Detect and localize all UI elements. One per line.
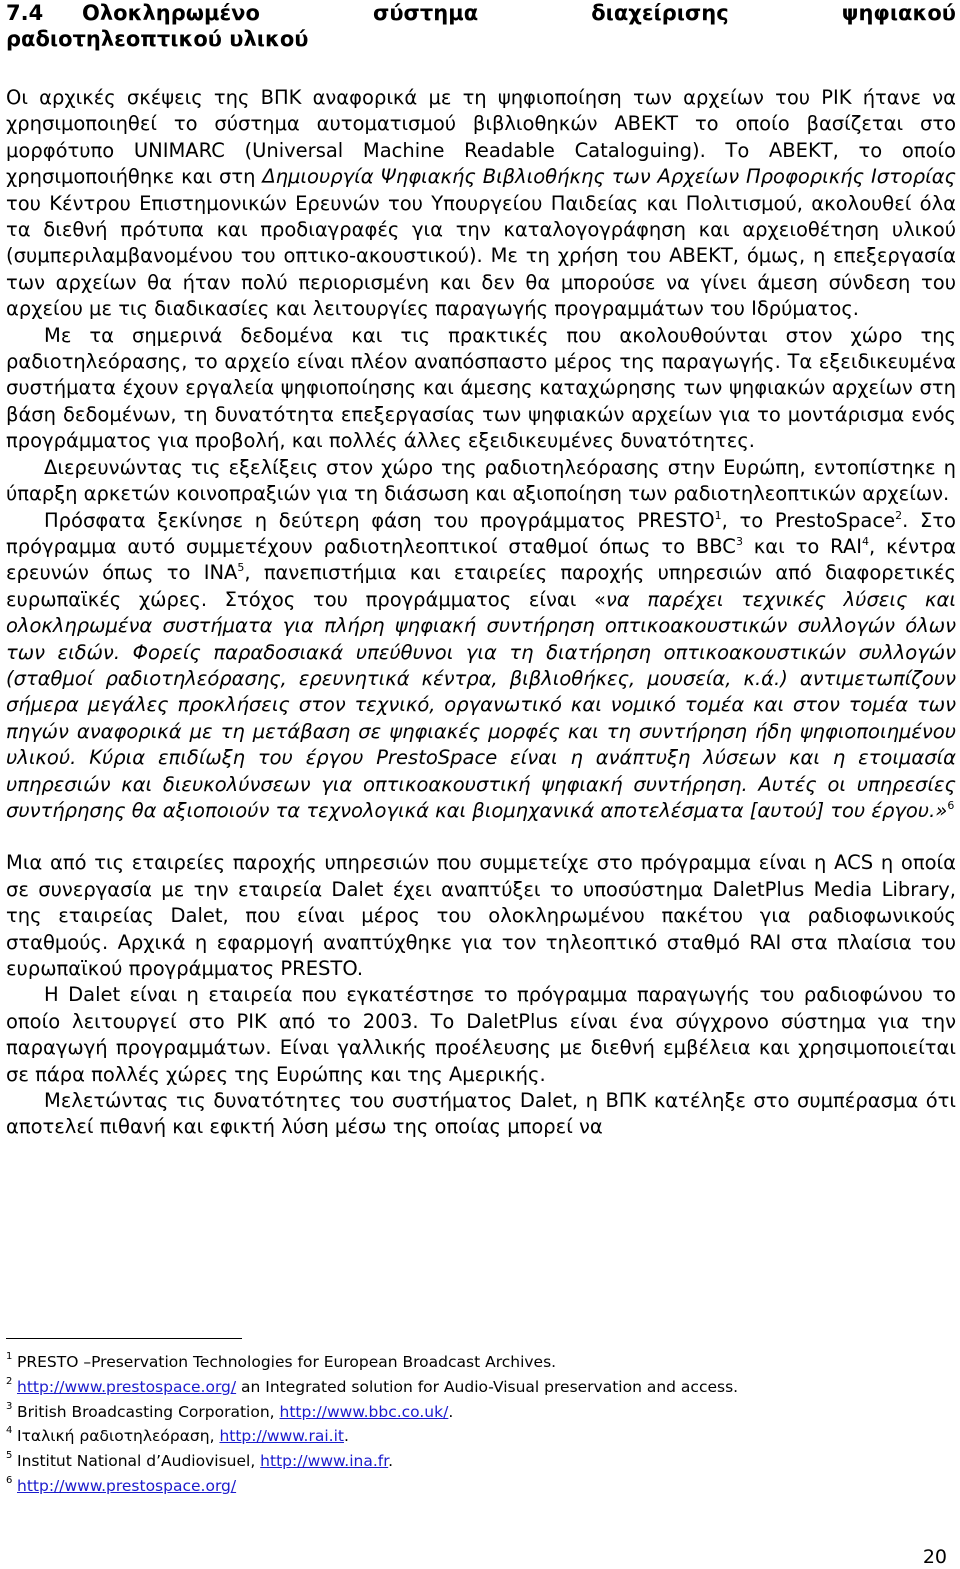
footnote-link[interactable]: http://www.prestospace.org/ (17, 1377, 237, 1396)
paragraph-6: Η Dalet είναι η εταιρεία που εγκατέστησε το πρόγραμμα παραγωγής του ραδιοφώνου το οποίο λειτουργεί στο ΡΙΚ από το 2003. Το DaletPlus είναι ένα σύγχρονο σύστημα για την παραγωγή προγραμμάτων. Είναι γαλλικής προέλευσης με διεθνή εμβέλεια και χρησιμοποιείται σε πάρα πολλές χώρες της Ευρώπης και της Αμερικής. (6, 983, 956, 1086)
footnote-pre: Ιταλική ραδιοτηλεόραση, (17, 1427, 220, 1446)
paragraph-gap (6, 824, 956, 850)
body-text (6, 85, 956, 1141)
footnote-number: 5 (6, 1450, 13, 1462)
footnote-ref-3[interactable]: 3 (735, 534, 743, 548)
footnote-text (17, 1474, 236, 1499)
heading-word-2: σύστημα (373, 1, 479, 25)
footnote-ref-1[interactable]: 1 (714, 508, 722, 522)
footnote-text (17, 1375, 738, 1400)
footnote-number: 6 (6, 1474, 13, 1486)
footnote-ref-2[interactable]: 2 (895, 508, 903, 522)
p4-text-c: . Στο πρόγραμμα αυτό συμμετέχουν ραδιοτηλεοπτικοί σταθμοί όπως το BBC (6, 508, 956, 558)
footnote-3 (6, 1400, 956, 1425)
paragraph-7: Μελετώντας τις δυνατότητες του συστήματος Dalet, η ΒΠΚ κατέληξε στο συμπέρασμα ότι αποτελεί πιθανή και εφικτή λύση μέσω της οποίας μπορεί να (6, 1089, 956, 1139)
paragraph-1 (6, 85, 956, 323)
footnote-separator (6, 1338, 242, 1339)
footnote-pre: PRESTO –Preservation Technologies for European Broadcast Archives. (17, 1353, 557, 1371)
footnote-1 (6, 1350, 956, 1375)
p4-text-b: , το PrestoSpace (721, 508, 896, 532)
paragraph-3: Διερευνώντας τις εξελίξεις στον χώρο της ραδιοτηλεόρασης στην Ευρώπη, εντοπίστηκε η ύπαρξη αρκετών κοινοπραξιών για τη διάσωση και αξιοποίηση των ραδιοτηλεοπτικών αρχείων. (6, 455, 956, 506)
footnote-pre: British Broadcasting Corporation, (17, 1402, 280, 1421)
paragraph-2: Με τα σημερινά δεδομένα και τις πρακτικές που ακολουθούνται στον χώρο της ραδιοτηλεόρασης, το αρχείο είναι πλέον αναπόσπαστο μέρος της παραγωγής. Τα εξειδικευμένα συστήματα έχουν εργαλεία ψηφιοποίησης και άμεσης καταχώρησης των ψηφιακών αρχείων στη βάση δεδομένων, τη δυνατότητα επεξεργασίας των ψηφιακών αρχείων για το μοντάρισμα ενός προγράμματος για προβολή, και πολλές άλλες εξειδικευμένες δυνατότητες. (6, 323, 956, 453)
p4-text-e: , κέντρα ερευνών όπως το INA (6, 534, 957, 585)
paragraph-5: Μια από τις εταιρείες παροχής υπηρεσιών που συμμετείχε στο πρόγραμμα είναι η ACS η οποία σε συνεργασία με την εταιρεία Dalet έχει αναπτύξει το υποσύστημα DaletPlus Media Library, της εταιρείας Dalet, που είναι μέρος του ολοκληρωμένου πακέτου για ραδιοφωνικούς σταθμούς. Αρχικά η εφαρμογή αναπτύχθηκε για τον τηλεοπτικό σταθμό RAI στα πλαίσια του ευρωπαϊκού προγράμματος PRESTO. (6, 851, 956, 980)
footnote-pre: Institut National d’Audiovisuel, (17, 1452, 261, 1471)
footnote-ref-6[interactable]: 6 (947, 798, 955, 812)
section-number: 7.4 (6, 1, 44, 25)
footnote-post: . (343, 1427, 349, 1446)
footnote-number: 4 (6, 1425, 13, 1437)
p4-text-f: , πανεπιστήμια και εταιρείες παροχής υπηρεσιών από διαφορετικές ευρωπαϊκές χώρες. Στόχος του προγράμματος είναι « (6, 561, 956, 611)
heading-line1 (6, 0, 260, 26)
footnote-ref-4[interactable]: 4 (862, 534, 870, 548)
footnote-2 (6, 1375, 956, 1400)
footnote-link[interactable]: http://www.rai.it (219, 1427, 344, 1446)
footnotes (6, 1350, 956, 1499)
section-heading (6, 0, 956, 52)
p1-text-a: Οι αρχικές σκέψεις της ΒΠΚ αναφορικά με τη ψηφιοποίηση των αρχείων του ΡΙΚ ήτανε να χρησιμοποιηθεί το σύστημα αυτοματισμού βιβλιοθηκών ΑΒΕΚΤ το οποίο βασίζεται στο μορφότυπο UNIMARC (Universal Machine Readable Cataloguing). Το ΑΒΕΚΤ, το οποίο χρησιμοποιήθηκε και στη (6, 86, 956, 189)
p4-quote-italic: να παρέχει τεχνικές λύσεις και ολοκληρωμένα συστήματα για πλήρη ψηφιακή συντήρηση οπτικοακουστικών συλλογών όλων των ειδών. Φορείς παραδοσιακά υπεύθυνοι για τη διατήρηση οπτικοακουστικών συλλογών (σταθμοί ραδιοτηλεόρασης, ερευνητικά κέντρα, βιβλιοθήκες, μουσεία, κ.ά.) αντιμετωπίζουν σήμερα μεγάλες προκλήσεις στον τεχνικό, οργανωτικό και νομικό τομέα και στον τομέα των πηγών αναφορικά με τη μετάβαση σε ψηφιακές μορφές και τη συντήρηση ήδη ψηφιοποιημένου υλικού. Κύρια επιδίωξη του έργου PrestoSpace είναι η ανάπτυξη λύσεων και η ετοιμασία υπηρεσιών και διευκολύνσεων για οπτικοακουστική ψηφιακή συντήρηση. Αυτές οι υπηρεσίες συντήρησης θα αξιοποιούν τα τεχνολογικά και βιομηχανικά αποτελέσματα [αυτού] του έργου.» (6, 587, 956, 822)
footnote-link[interactable]: http://www.bbc.co.uk/ (279, 1402, 449, 1421)
footnote-text (17, 1449, 393, 1474)
footnote-text (17, 1424, 349, 1449)
heading-word-3: διαχείρισης (591, 1, 729, 25)
heading-word-4: ψηφιακού (841, 1, 956, 25)
footnote-4 (6, 1424, 956, 1449)
p4-text-d: και το RAI (742, 534, 863, 558)
footnote-post: an Integrated solution for Audio-Visual preservation and access. (236, 1377, 739, 1396)
p1-italic: Δημιουργία Ψηφιακής Βιβλιοθήκης των Αρχείων Προφορικής Ιστορίας (262, 165, 956, 189)
footnote-link[interactable]: http://www.prestospace.org/ (17, 1476, 237, 1495)
footnote-5 (6, 1449, 956, 1474)
footnote-post: . (448, 1402, 454, 1421)
footnote-number: 2 (6, 1375, 13, 1387)
heading-word-1: Ολοκληρωμένο (82, 1, 260, 25)
p1-text-b: του Κέντρου Επιστημονικών Ερευνών του Υπουργείου Παιδείας και Πολιτισμού, ακολουθεί όλα τα διεθνή πρότυπα και προδιαγραφές για την καταλογογράφηση και αρχειοθέτηση υλικού (συμπεριλαμβανομένου του οπτικο-ακουστικού). Με τη χρήση του ΑΒΕΚΤ, όμως, η επεξεργασία των αρχείων θα ήταν πολύ περιορισμένη και δεν θα μπορούσε να γίνει άμεση σύνδεση του αρχείου με τις διαδικασίες και λειτουργίες παραγωγής προγραμμάτων του Ιδρύματος. (6, 191, 956, 321)
footnote-number: 3 (6, 1400, 13, 1412)
footnote-text (17, 1400, 453, 1425)
footnote-post: . (388, 1452, 394, 1471)
footnote-ref-5[interactable]: 5 (237, 561, 245, 575)
footnote-number: 1 (6, 1351, 13, 1362)
page-number: 20 (922, 1546, 947, 1568)
footnote-6 (6, 1474, 956, 1499)
footnote-link[interactable]: http://www.ina.fr (260, 1452, 389, 1471)
p4-text-a: Πρόσφατα ξεκίνησε η δεύτερη φάση του προγράμματος PRESTO (44, 508, 715, 532)
paragraph-4 (6, 508, 956, 825)
heading-line2: ραδιοτηλεοπτικού υλικού (6, 27, 309, 51)
footnote-text (17, 1350, 556, 1375)
